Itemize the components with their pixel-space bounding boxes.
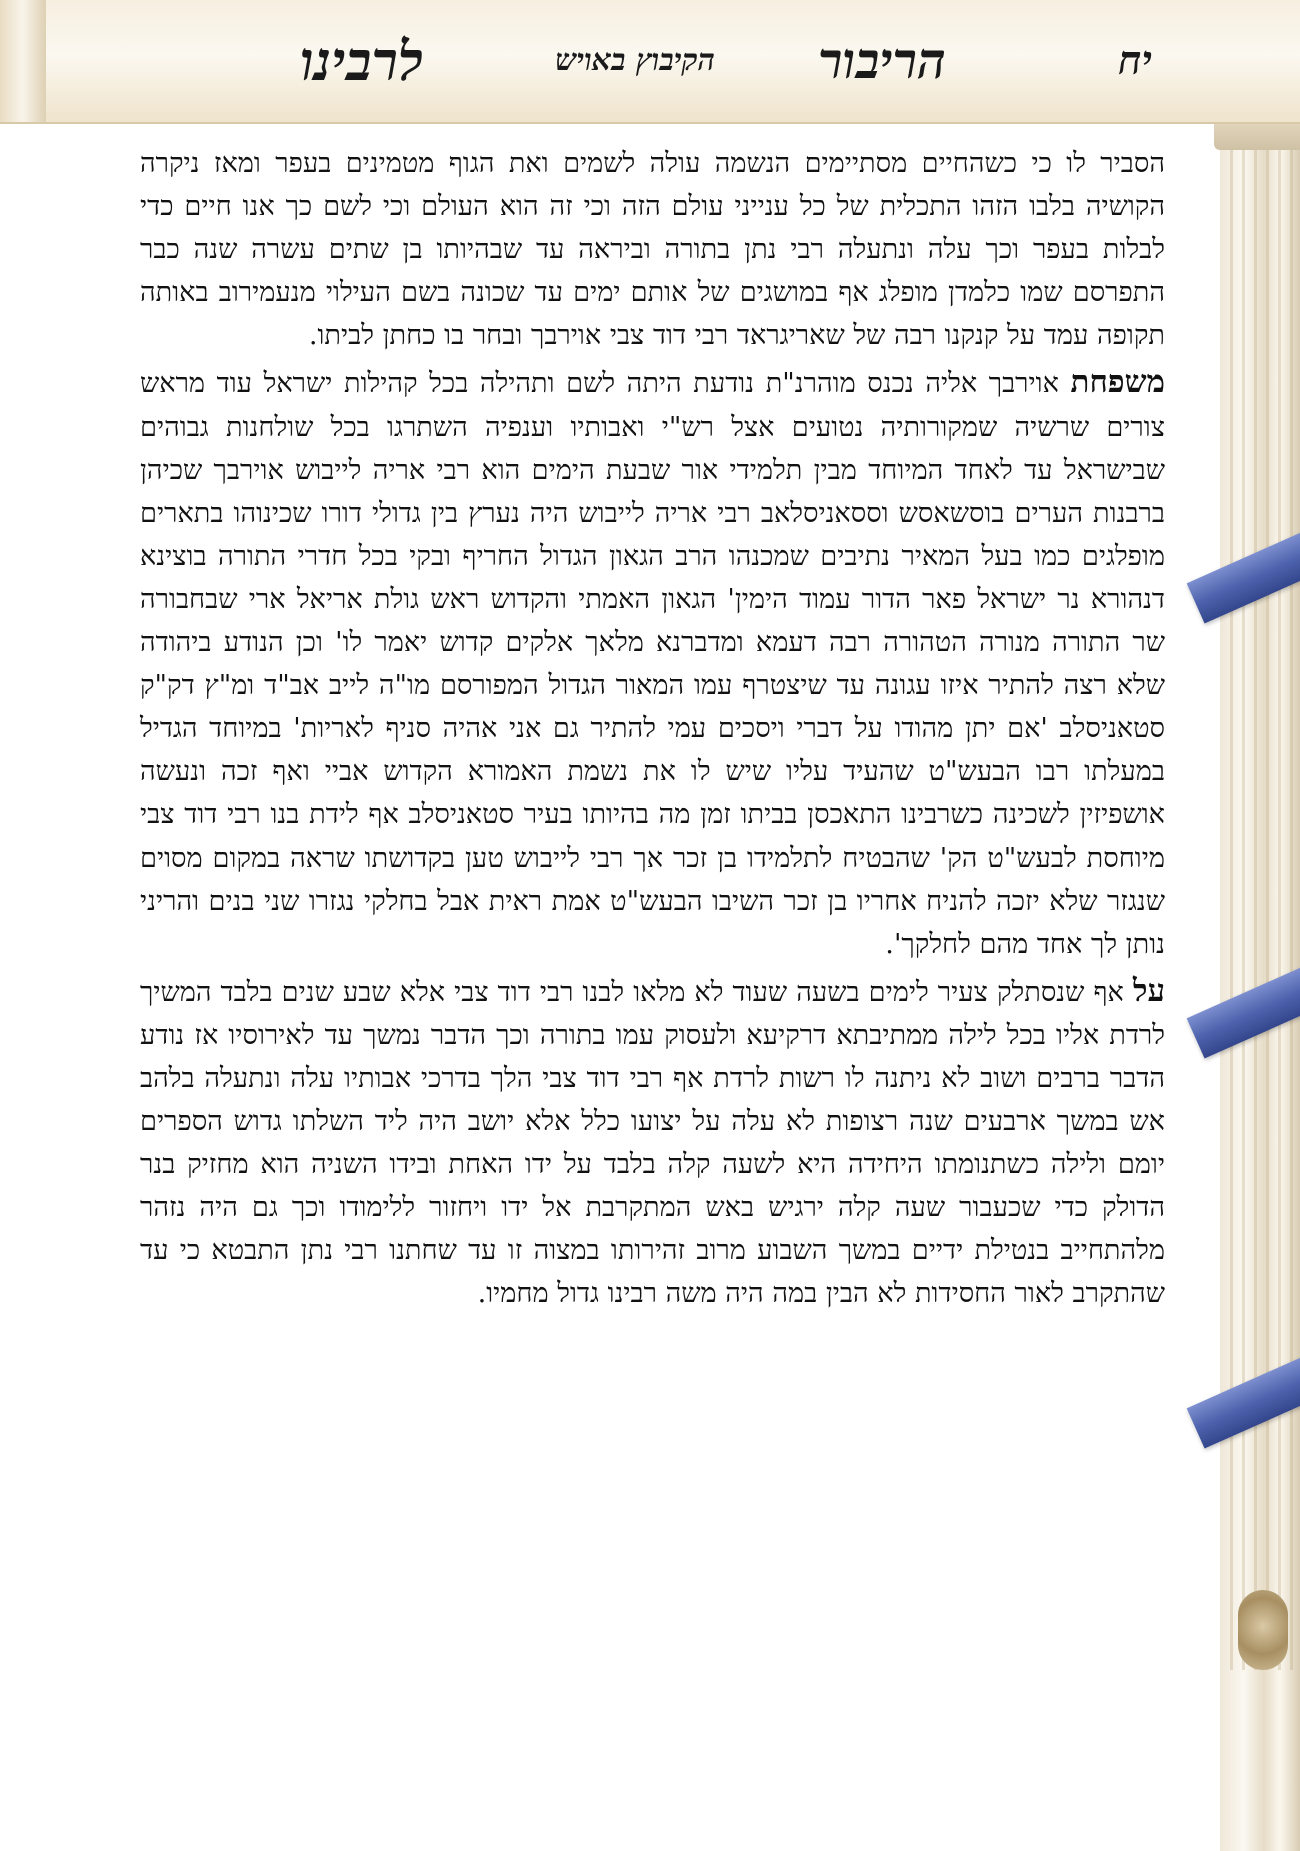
pillar-flutes (1230, 150, 1294, 1670)
paragraph-3-lead-word: על (1132, 972, 1165, 1009)
header-column-decoration (0, 0, 46, 122)
book-title: הקיבוץ באויש (555, 43, 715, 78)
pillar-ornament (1238, 1590, 1288, 1670)
paragraph-3 (140, 970, 1165, 1316)
section-title: הריבור (818, 31, 946, 90)
paragraph-2-lead-word: משפחת (1070, 364, 1165, 401)
paragraph-1-text: הסביר לו כי כשהחיים מסתיימים הנשמה עולה לשמים ואת הגוף מטמינים בעפר ומאז ניקרה הקושיה בלבו הזהו התכלית של כל ענייני עולם הזה וכי זה הוא העולם וכי לשם כך אנו חיים כדי לבלות בעפר וכך עלה ונתעלה רבי נתן בתורה וביראה עד שבהיותו בן שתים עשרה שנה כבר התפרסם שמו כלמדן מופלג אף במושגים של אותם ימים עד שכונה בשם העילוי מנעמירוב באותה תקופה עמד על קנקנו רבה של שאריגראד רבי דוד צבי אוירבך ובחר בו כחתן לביתו. (140, 148, 1165, 352)
page-number: יח (1118, 37, 1153, 84)
paragraph-1 (140, 142, 1165, 357)
main-text (140, 142, 1165, 1320)
paragraph-2 (140, 361, 1165, 965)
header-banner (0, 0, 1300, 124)
paragraph-3-text: אף שנסתלק צעיר לימים בשעה שעוד לא מלאו לבנו רבי דוד צבי אלא שבע שנים בלבד המשיך לרדת אליו בכל לילה ממתיבתא דרקיעא ולעסוק עמו בתורה וכך הדבר נמשך עד לאירוסיו אז נודע הדבר ברבים ושוב לא ניתנה לו רשות לרדת אף רבי דוד צבי הלך בדרכי אבותיו עלה ונתעלה בלהב אש במשך ארבעים שנה רצופות לא עלה על יצועו כלל אלא יושב היה ליד השלתו גדוש הספרים יומם ולילה כשתנומתו היחידה היא לשעה קלה בלבד על ידו האחת ובידו השניה הוא מחזיק בנר הדולק כדי שכעבור שעה קלה ירגיש באש המתקרבת אל ידו ויחזור ללימודו וכך גם היה נזהר מלהתחייב בנטילת ידיים במשך השבוע מרוב זהירותו במצוה זו עד שחתנו רבי נתן התבטא כי עד שהתקרב לאור החסידות לא הבין במה היה משה רבינו גדול מחמיו. (140, 976, 1165, 1310)
decorative-pillar (1220, 0, 1300, 1851)
paragraph-2-text: אוירבך אליה נכנס מוהרנ"ת נודעת היתה לשם ותהילה בכל קהילות ישראל עוד מראש צורים שרשיה שמקורותיה נטועים אצל רש"י ואבותיו וענפיה השתרגו בכל שולחנות גבוהים שבישראל עד לאחד המיוחד מבין תלמידי אור שבעת הימים הוא רבי אריה לייבוש אוירבך שכיהן ברבנות הערים בוסשאסש וססאניסלאב רבי אריה לייבוש היה נערץ בין גדולי דורו שכינוהו בתארים מופלגים כמו בעל המאיר נתיבים שמכנהו הרב הגאון הגדול החריף ובקי בכל חדרי התורה בוצינא דנהורא נר ישראל פאר הדור עמוד הימין' הגאון האמתי והקדוש ראש גולת אריאל ארי שבחבורה שר התורה מנורה הטהורה רבה דעמא ומדברנא מלאך אלקים קדוש יאמר לו' וכן הנודע ביהודה שלא רצה להתיר איזו עגונה עד שיצטרף עמו המאור הגדול המפורסם מו"ה לייב אב"ד ומ"ץ דק"ק סטאניסלב 'אם יתן מהודו על דברי ויסכים עמי להתיר גם אני אהיה סניף לאריות' במיוחד הגדיל במעלתו רבו הבעש"ט שהעיד עליו שיש לו את נשמת האמורא הקדוש אביי ואף זכה ונעשה אושפיזין לשכינה כשרבינו התאכסן בביתו זמן מה בהיותו בעיר סטאניסלב אף לידת בנו רבי דוד צבי מיוחסת לבעש"ט הק' שהבטיח לתלמידו בן זכר אך רבי לייבוש טען בקדושתו שראה במקום מסוים שנגזר שלא יזכה להניח אחריו בן זכר השיבו הבעש"ט אמת ראית אבל בחלקי נגזרו שני בנים והריני נותן לך אחד מהם לחלקך'. (140, 368, 1165, 960)
rebbe-title: לרבינו (300, 29, 424, 93)
